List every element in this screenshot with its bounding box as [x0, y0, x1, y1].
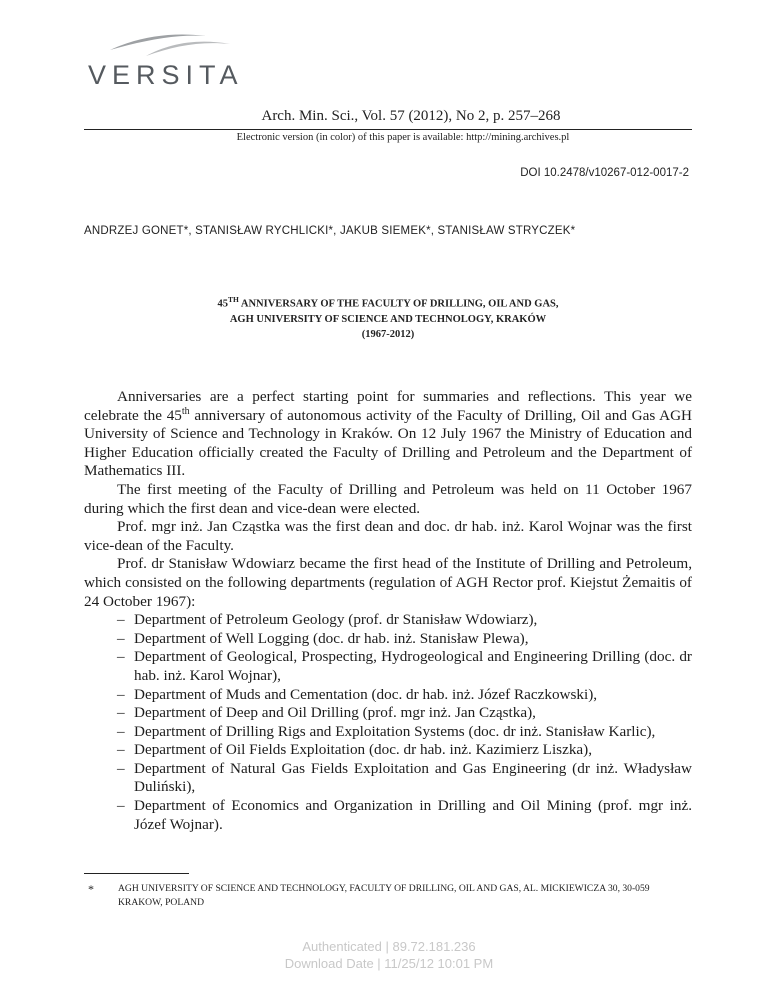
footnote-marker: * [88, 882, 94, 896]
paragraph-1 [84, 388, 692, 481]
download-date-line: Download Date | 11/25/12 10:01 PM [284, 956, 494, 971]
footnote-divider [84, 873, 189, 874]
dash-marker: – [117, 759, 125, 777]
authenticated-line: Authenticated | 89.72.181.236 [302, 939, 476, 954]
department-name: Department of Muds and Cementation (doc. dr hab. inż. Józef Raczkowski), [134, 685, 598, 703]
list-item [84, 611, 692, 630]
department-name: Department of Economics and Organization in Drilling and Oil Mining (prof. mgr inż. Józef Wojnar). [134, 797, 692, 833]
journal-citation: Arch. Min. Sci., Vol. 57 (2012), No 2, p. 257–268 [261, 108, 561, 124]
dash-marker: – [117, 797, 125, 815]
title-ordinal-suffix: TH [228, 295, 239, 304]
header-divider [84, 129, 692, 130]
download-stamp [0, 938, 768, 972]
body-text [84, 388, 692, 834]
list-item [84, 741, 692, 760]
paragraph-2: The first meeting of the Faculty of Drilling and Petroleum was held on 11 October 1967 during which the first dean and vice-dean were elected. [84, 480, 692, 517]
title-line-1 [84, 292, 692, 312]
department-name: Department of Natural Gas Fields Exploitation and Gas Engineering (dr inż. Władysław Duliński), [134, 759, 692, 796]
list-item [84, 704, 692, 723]
dash-marker: – [117, 648, 125, 666]
list-item [84, 630, 692, 649]
list-item [84, 797, 692, 834]
paper-title [84, 292, 692, 342]
logo-wordmark: VERSITA [88, 60, 244, 90]
author-list: ANDRZEJ GONET*, STANISŁAW RYCHLICKI*, JAKUB SIEMEK*, STANISŁAW STRYCZEK* [84, 225, 576, 237]
department-name: Department of Well Logging (doc. dr hab. inż. Stanisław Plewa), [134, 629, 529, 647]
department-list [84, 611, 692, 834]
dash-marker: – [117, 611, 125, 629]
department-name: Department of Petroleum Geology (prof. dr Stanisław Wdowiarz), [134, 611, 538, 629]
dash-marker: – [117, 722, 125, 740]
paragraph-4: Prof. dr Stanisław Wdowiarz became the first head of the Institute of Drilling and Petroleum, which consisted on the following departments (regulation of AGH Rector prof. Kiejstut Żemaitis of 24 October 1967): [84, 555, 692, 610]
title-line-2: AGH UNIVERSITY OF SCIENCE AND TECHNOLOGY, KRAKÓW [229, 313, 547, 325]
list-item [84, 648, 692, 685]
dash-marker: – [117, 704, 125, 722]
dash-marker: – [117, 741, 125, 759]
ordinal-superscript: th [181, 405, 190, 417]
list-item [84, 686, 692, 705]
paragraph-1-part-b: anniversary of autonomous activity of the Faculty of Drilling, Oil and Gas AGH University of Science and Technology in Kraków. On 12 July 1967 the Ministry of Education and Higher Education officially created the Faculty of Drilling and Petroleum and the Department of Mathematics III. [84, 406, 693, 480]
dash-marker: – [117, 685, 125, 703]
title-line-3: (1967-2012) [361, 328, 415, 340]
publisher-logo [88, 26, 244, 90]
department-name: Department of Drilling Rigs and Exploitation Systems (doc. dr inż. Stanisław Karlic), [134, 722, 656, 740]
title-line-1-text: ANNIVERSARY OF THE FACULTY OF DRILLING, OIL AND GAS, [238, 298, 559, 310]
doi: DOI 10.2478/v10267-012-0017-2 [520, 167, 689, 179]
paragraph-3: Prof. mgr inż. Jan Cząstka was the first dean and doc. dr hab. inż. Karol Wojnar was the first vice-dean of the Faculty. [84, 518, 692, 554]
paragraph-1-part-a: Anniversaries are a perfect starting point for summaries and reflections. This year we celebrate the 45 [84, 388, 692, 424]
list-item [84, 723, 692, 742]
dash-marker: – [117, 629, 125, 647]
department-name: Department of Geological, Prospecting, Hydrogeological and Engineering Drilling (doc. dr hab. inż. Karol Wojnar), [134, 648, 692, 684]
department-name: Department of Deep and Oil Drilling (prof. mgr inż. Jan Cząstka), [134, 704, 536, 722]
title-number: 45 [217, 298, 228, 310]
department-name: Department of Oil Fields Exploitation (doc. dr hab. inż. Kazimierz Liszka), [134, 741, 593, 759]
affiliation-footnote: AGH UNIVERSITY OF SCIENCE AND TECHNOLOGY, FACULTY OF DRILLING, OIL AND GAS, AL. MICKIEWICZA 30, 30-059 KRAKOW, POLAND [118, 883, 650, 908]
list-item [84, 760, 692, 797]
electronic-version-note: Electronic version (in color) of this paper is available: http://mining.archives.pl [236, 132, 570, 143]
